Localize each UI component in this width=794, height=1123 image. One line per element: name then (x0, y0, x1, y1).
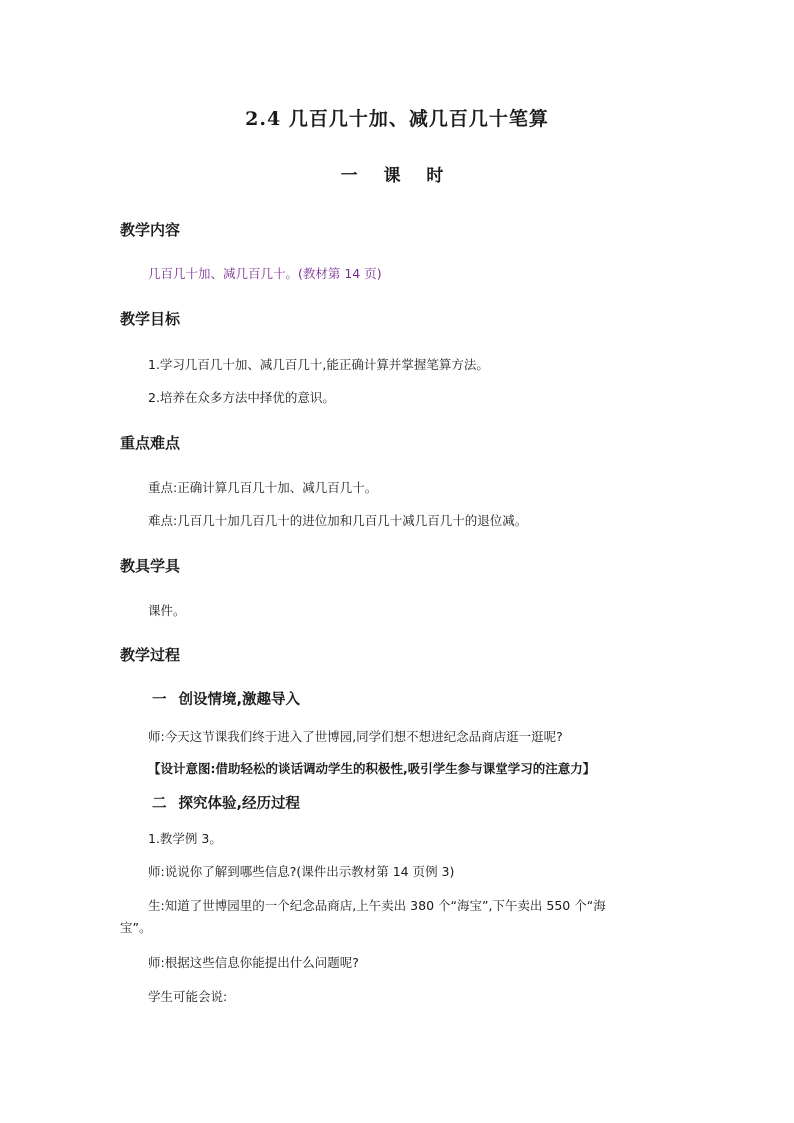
example-heading: 1.教学例 3。 (148, 831, 222, 846)
heading-teaching-process: 教学过程 (120, 646, 181, 664)
step-1-teacher-line: 师:今天这节课我们终于进入了世博园,同学们想不想进纪念品商店逛一逛呢? (148, 729, 563, 744)
teaching-content-text: 几百几十加、减几百几十。(教材第 14 页) (148, 266, 382, 281)
goal-item-2: 2.培养在众多方法中择优的意识。 (148, 390, 335, 405)
step-1-title: 创设情境,激趣导入 (178, 692, 301, 708)
step-2-number: 二 (152, 796, 167, 812)
heading-teaching-content: 教学内容 (120, 221, 181, 239)
heading-key-difficulty: 重点难点 (120, 434, 181, 452)
step-1-number: 一 (152, 692, 167, 708)
heading-teaching-goals: 教学目标 (120, 310, 181, 328)
key-point-text: 重点:正确计算几百几十加、减几百几十。 (148, 480, 378, 495)
student-answer-1-line-1: 生:知道了世博园里的一个纪念品商店,上午卖出 380 个“海宝”,下午卖出 550 个“海 (148, 898, 606, 913)
step-1-heading (152, 688, 300, 709)
difficulty-text: 难点:几百几十加几百几十的进位加和几百几十减几百几十的退位减。 (148, 513, 528, 528)
teaching-tools-text: 课件。 (148, 603, 186, 618)
student-answer-1-line-2: 宝”。 (120, 920, 152, 935)
step-2-title: 探究体验,经历过程 (178, 796, 301, 812)
student-maybe-say: 学生可能会说: (148, 989, 228, 1004)
teacher-question-1: 师:说说你了解到哪些信息?(课件出示教材第 14 页例 3) (148, 864, 455, 879)
goal-item-1: 1.学习几百几十加、减几百几十,能正确计算并掌握笔算方法。 (148, 357, 489, 372)
step-2-heading (152, 792, 300, 813)
document-title: 2.4 几百几十加、减几百几十笔算 (245, 108, 549, 130)
heading-teaching-tools: 教具学具 (120, 557, 181, 575)
teacher-question-2: 师:根据这些信息你能提出什么问题呢? (148, 955, 359, 970)
step-1-design-intent: 【设计意图:借助轻松的谈话调动学生的积极性,吸引学生参与课堂学习的注意力】 (148, 761, 596, 776)
lesson-subtitle: 一 课 时 (340, 166, 454, 186)
